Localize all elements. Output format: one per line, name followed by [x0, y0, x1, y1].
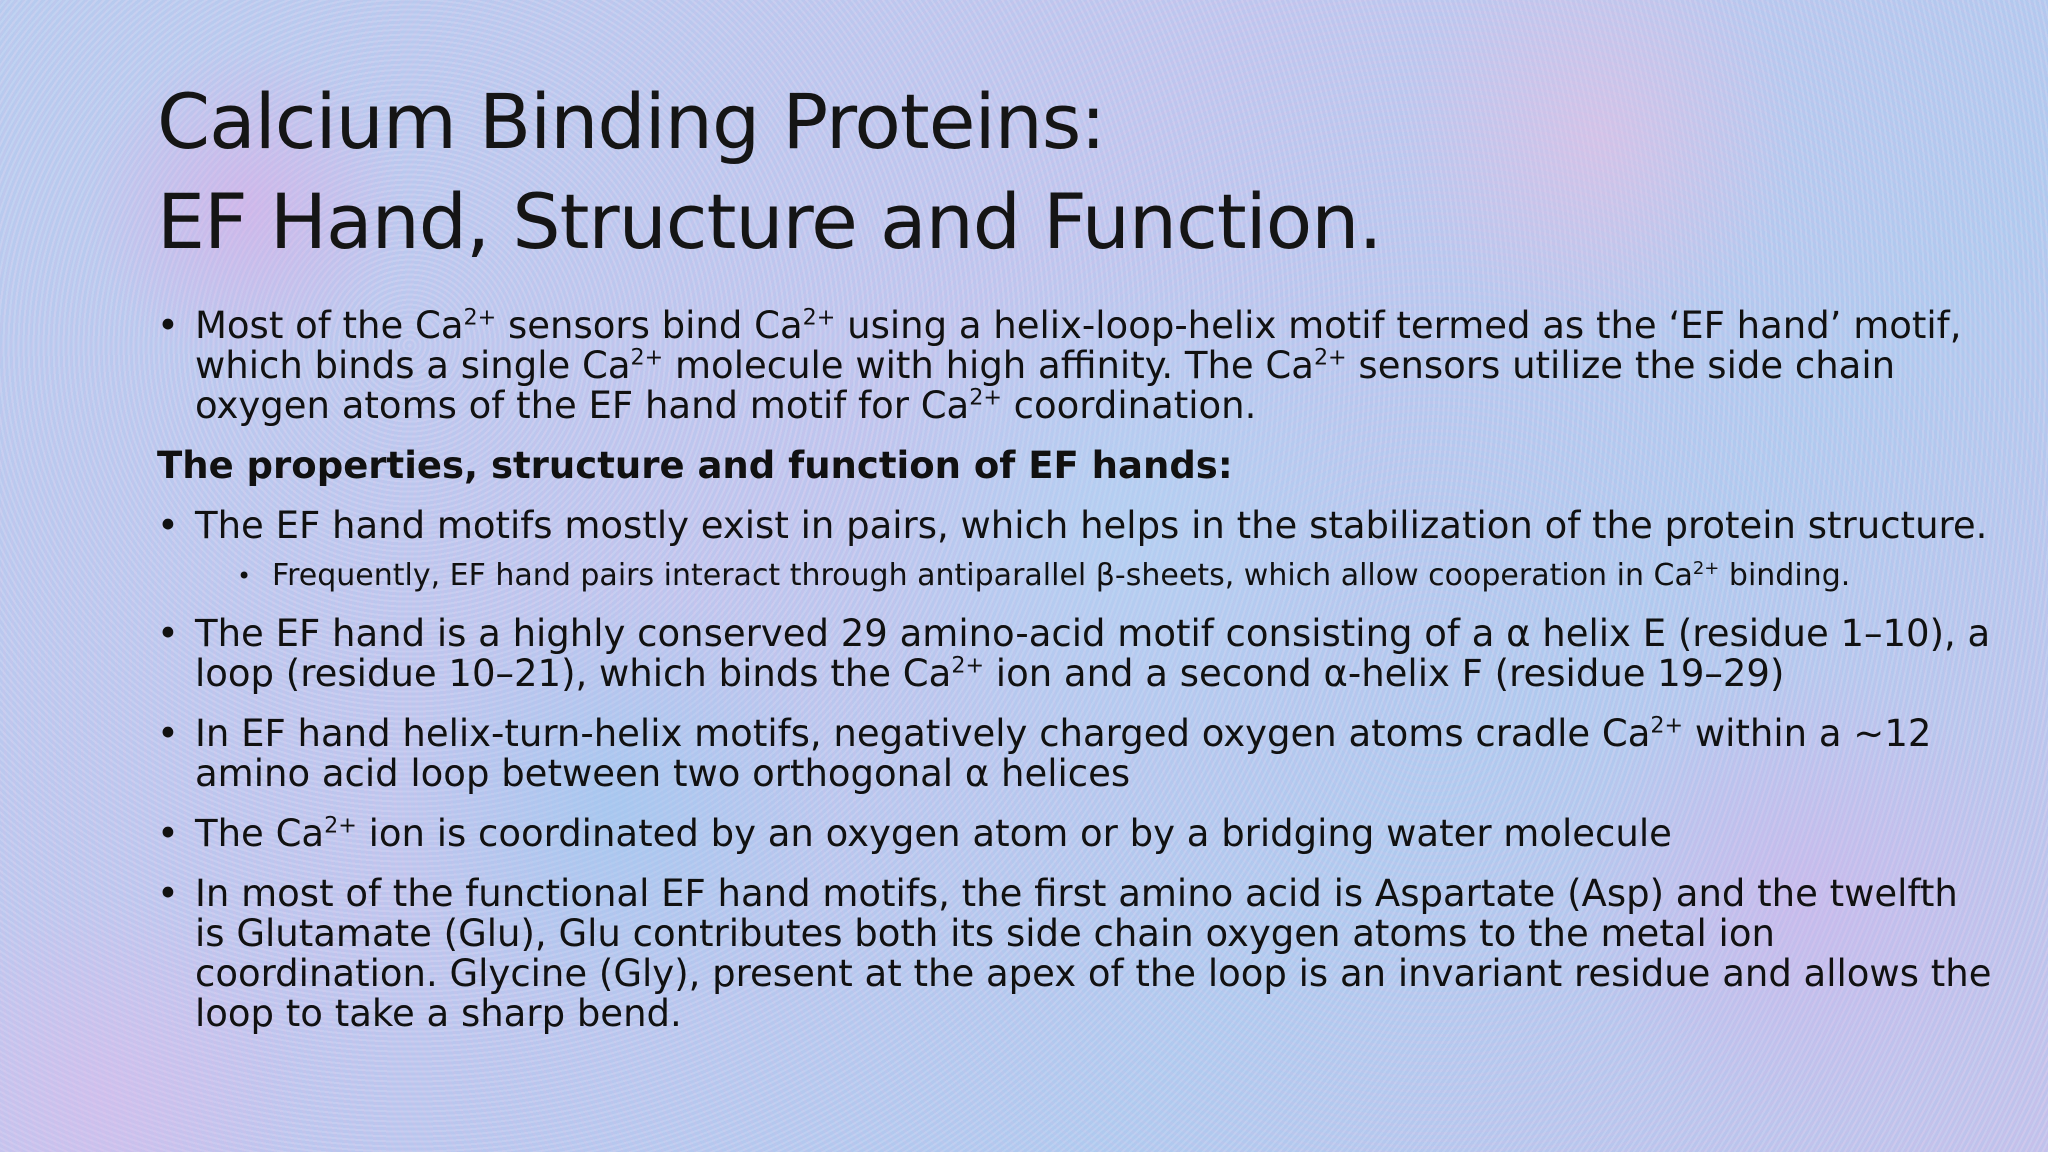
superscript: 2+	[463, 304, 497, 331]
superscript: 2+	[969, 384, 1002, 411]
bullet-helix-turn-helix: • In EF hand helix-turn-helix motifs, negatively charged oxygen atoms cradle $Ca^{2+}$ within a ∼12 amino acid loop between two orthogonal α helices	[157, 712, 1932, 795]
bullet-marker: •	[157, 504, 179, 547]
superscript: 2+	[324, 812, 357, 839]
bullet-marker: •	[157, 304, 179, 347]
bullet-marker: •	[157, 712, 179, 755]
superscript: 2+	[802, 304, 836, 331]
superscript: 2+	[951, 652, 985, 679]
section-heading: The properties, structure and function of EF hands:	[157, 444, 1233, 487]
bullet-marker: •	[157, 812, 179, 855]
sub-bullet-marker: •	[237, 562, 252, 590]
superscript: 2+	[630, 344, 664, 371]
bullet-marker: •	[157, 612, 179, 655]
superscript: 2+	[1313, 344, 1347, 371]
title-line-2: EF Hand, Structure and Function.	[157, 177, 1382, 266]
sub-bullet-beta-sheets: • Frequently, EF hand pairs interact through antiparallel β-sheets, which allow cooperation in $Ca^{2+}$ binding.	[237, 558, 1851, 593]
bullet-asp-glu: • In most of the functional EF hand motifs, the first amino acid is Aspartate (Asp) and the twelfth is Glutamate (Glu), Glu contributes both its side chain oxygen atoms to the metal ion coordination. Glycine (Gly), present at the apex of the loop is an invariant residue and allows the loop to take a sharp bend.	[157, 872, 1992, 1035]
slide-title	[157, 72, 1957, 272]
bullet-intro: • Most of the $Ca^{2+}$ sensors bind $Ca^{2+}$ using a helix-loop-helix motif termed as the ‘EF hand’ motif, which binds a single $Ca^{2+}$ molecule with high affinity. The $Ca^{2+}$ sensors utilize the side chain oxygen atoms of the EF hand motif for $Ca^{2+}$ coordination.	[157, 304, 1962, 427]
bullet-conserved-motif: • The EF hand is a highly conserved 29 amino-acid motif consisting of a α helix E (residue 1–10), a loop (residue 10–21), which binds the $Ca^{2+}$ ion and a second α-helix F (residue 19–29)	[157, 612, 1991, 695]
superscript: 2+	[1692, 558, 1720, 579]
bullet-marker: •	[157, 872, 179, 915]
bullet-pairs: • The EF hand motifs mostly exist in pairs, which helps in the stabilization of the protein structure.	[157, 504, 1988, 547]
bullet-coordination: • The $Ca^{2+}$ ion is coordinated by an oxygen atom or by a bridging water molecule	[157, 812, 1672, 855]
title-line-1: Calcium Binding Proteins:	[157, 77, 1105, 166]
superscript: 2+	[1650, 712, 1684, 739]
slide-body	[157, 306, 1997, 1054]
